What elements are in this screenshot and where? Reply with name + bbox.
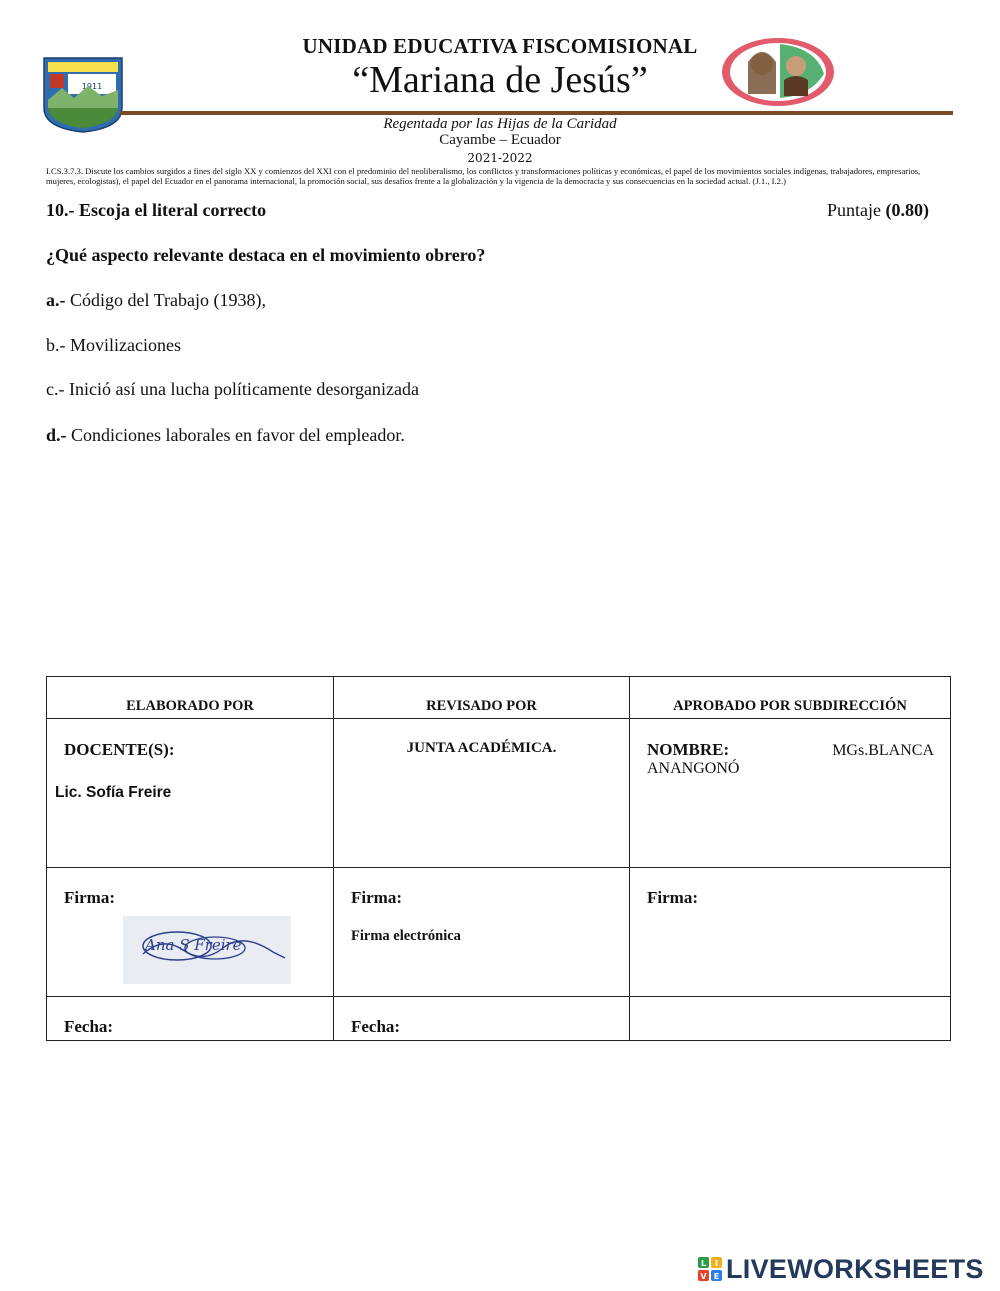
svg-text:L: L [700, 1259, 707, 1268]
nombre-value: MGs.BLANCA [832, 742, 934, 759]
cell-fecha-3 [630, 997, 951, 1041]
score [827, 200, 929, 221]
svg-text:V: V [700, 1272, 707, 1281]
fecha-label: Fecha: [351, 1017, 401, 1036]
score-value: (0.80) [885, 200, 929, 220]
docente-name: Lic. Sofía Freire [55, 784, 172, 801]
fecha-label: Fecha: [64, 1017, 114, 1036]
cell-docente [47, 719, 334, 868]
option-letter: b.- [46, 335, 66, 355]
option-c[interactable] [46, 379, 419, 400]
watermark-text: LIVEWORKSHEETS [726, 1253, 984, 1284]
school-year: 2021-2022 [467, 151, 533, 165]
header-revisado: REVISADO POR [334, 677, 630, 719]
header-divider [120, 111, 953, 115]
header-aprobado: APROBADO POR SUBDIRECCIÓN [630, 677, 951, 719]
cell-firma-1 [47, 868, 334, 997]
founders-emblem [720, 34, 836, 108]
cell-nombre [630, 719, 951, 868]
liveworksheets-watermark[interactable] [698, 1253, 984, 1285]
option-text: Movilizaciones [65, 335, 181, 355]
option-letter: d.- [46, 425, 67, 445]
regent-line: Regentada por las Hijas de la Caridad [383, 116, 617, 132]
score-label: Puntaje [827, 200, 881, 220]
option-text: Condiciones laborales en favor del empleador. [66, 425, 405, 445]
svg-text:Ana S Freire: Ana S Freire [145, 936, 242, 954]
school-name: UNIDAD EDUCATIVA FISCOMISIONAL [302, 34, 698, 58]
signature-image [123, 916, 291, 984]
option-text: Inició así una lucha políticamente desorganizada [64, 379, 420, 399]
svg-text:1911: 1911 [81, 82, 103, 91]
option-b[interactable] [46, 335, 181, 356]
cell-firma-3 [630, 868, 951, 997]
cell-junta [334, 719, 630, 868]
header-elaborado: ELABORADO POR [47, 677, 334, 719]
option-d[interactable] [46, 425, 405, 446]
firma-label: Firma: [64, 888, 115, 907]
question-title: 10.- Escoja el literal correcto [46, 200, 267, 220]
nombre-label: NOMBRE: [647, 740, 730, 759]
cell-fecha-2 [334, 997, 630, 1041]
skill-criterion: I.CS.3.7.3. Discute los cambios surgidos a fines del siglo XX y comienzos del XXI con el predominio del neoliberalismo, los conflictos y transformaciones políticas y económicas, el papel de los movimientos sociales indígenas, trabajadores, empresarios, mujeres, ecologistas), el papel del Ecuador en el panorama internacional, la promoción social, sus desafíos frente a la globalización y la vigencia de la democracia y sus consecuencias en la sociedad actual. (J.1., I.2.) [46, 166, 921, 186]
location-line: Cayambe – Ecuador [439, 132, 561, 148]
nombre-value-cont: ANANGONÓ [647, 760, 740, 777]
option-letter: c.- [46, 379, 65, 399]
svg-text:E: E [713, 1272, 720, 1281]
school-motto: “Mariana de Jesús” [352, 59, 648, 101]
cell-firma-2 [334, 868, 630, 997]
cell-fecha-1 [47, 997, 334, 1041]
question-prompt: ¿Qué aspecto relevante destaca en el movimiento obrero? [46, 245, 486, 265]
option-letter: a.- [46, 290, 66, 310]
firma-label: Firma: [647, 888, 698, 907]
firma-electronica: Firma electrónica [351, 928, 461, 944]
junta-label: JUNTA ACADÉMICA. [406, 740, 557, 756]
firma-label: Firma: [351, 888, 402, 907]
option-a[interactable] [46, 290, 266, 311]
approval-table [46, 676, 951, 1041]
option-text: Código del Trabajo (1938), [65, 290, 266, 310]
svg-text:I: I [715, 1259, 718, 1268]
docente-label: DOCENTE(S): [64, 740, 175, 759]
liveworksheets-icon [698, 1257, 722, 1281]
